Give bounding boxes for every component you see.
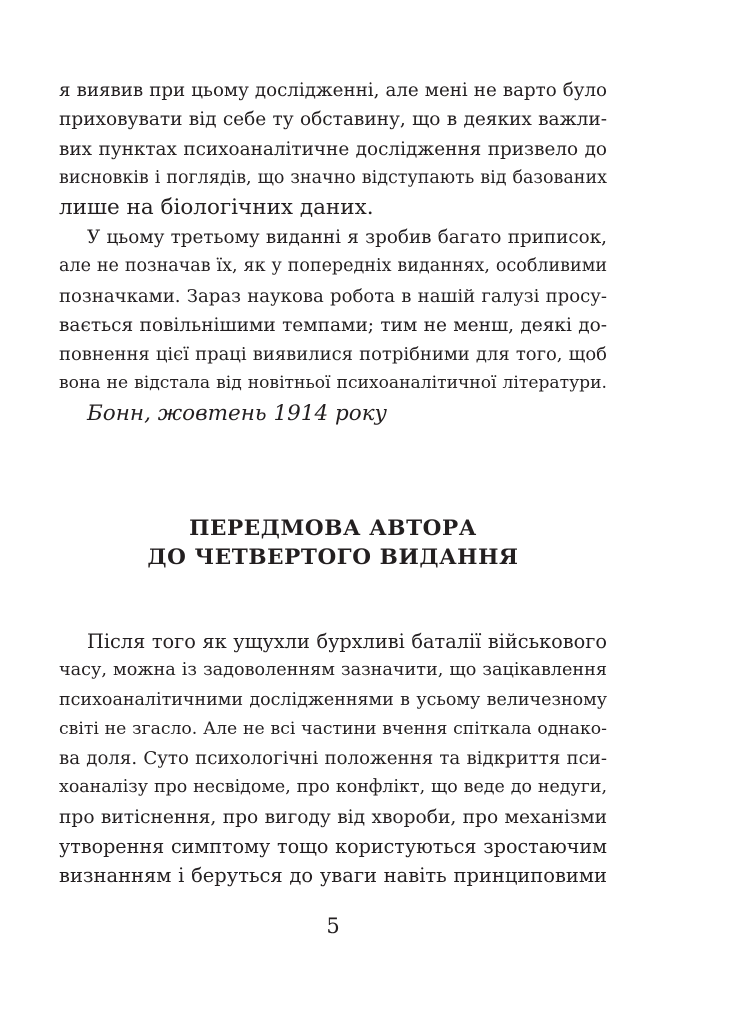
text-line: вається повільнішими темпами; тим не менш, деякі до-	[59, 314, 607, 336]
text-line: визнанням і беруться до уваги навіть принциповими	[59, 864, 607, 888]
text-line: світі не згасло. Але не всі частини вчення спіткала однако-	[59, 718, 607, 739]
text-line: Після того як ущухли бурхливі баталії військового	[87, 630, 607, 653]
signature-date: Бонн, жовтень 1914 року	[87, 401, 388, 426]
heading-line: ПЕРЕДМОВА АВТОРА	[189, 516, 477, 541]
paragraph-third-edition	[59, 223, 607, 399]
paragraph-fourth-edition	[59, 627, 607, 891]
text-line: повнення цієї праці виявилися потрібними для того, щоб	[59, 344, 607, 366]
page-number: 5	[326, 914, 340, 938]
text-line: позначками. Зараз наукова робота в нашій галузі просу-	[59, 285, 607, 307]
text-line: приховувати від себе ту обставину, що в деяких важли-	[59, 109, 607, 131]
section-heading	[59, 514, 607, 572]
text-line: про витіснення, про вигоду від хвороби, про механізми	[59, 806, 607, 828]
heading-line: ДО ЧЕТВЕРТОГО ВИДАННЯ	[147, 545, 519, 570]
text-line: психоаналітичними дослідженнями в усьому величезному	[59, 689, 607, 710]
text-line: У цьому третьому виданні я зробив багато приписок,	[87, 227, 607, 248]
text-line: утворення симптому тощо користуються зростаючим	[59, 835, 607, 859]
text-line: але не позначав їх, як у попередніх виданнях, особливими	[59, 256, 607, 277]
text-line: лише на біологічних даних.	[59, 195, 374, 221]
text-line: часу, можна із задоволенням зазначити, що зацікавлення	[59, 660, 607, 681]
text-line: вона не відстала від новітньої психоаналітичної літератури.	[59, 373, 607, 394]
text-line: висновків і поглядів, що значно відступають від базованих	[59, 167, 607, 188]
text-line: я виявив при цьому дослідженні, але мені не варто було	[59, 80, 607, 101]
paragraph-continuation	[59, 76, 607, 222]
text-line: ва доля. Суто психологічні положення та відкриття пси-	[59, 748, 607, 770]
text-line: хоаналізу про несвідоме, про конфлікт, що веде до недуги,	[59, 777, 607, 798]
text-line: вих пунктах психоаналітичне дослідження призвело до	[59, 138, 607, 160]
